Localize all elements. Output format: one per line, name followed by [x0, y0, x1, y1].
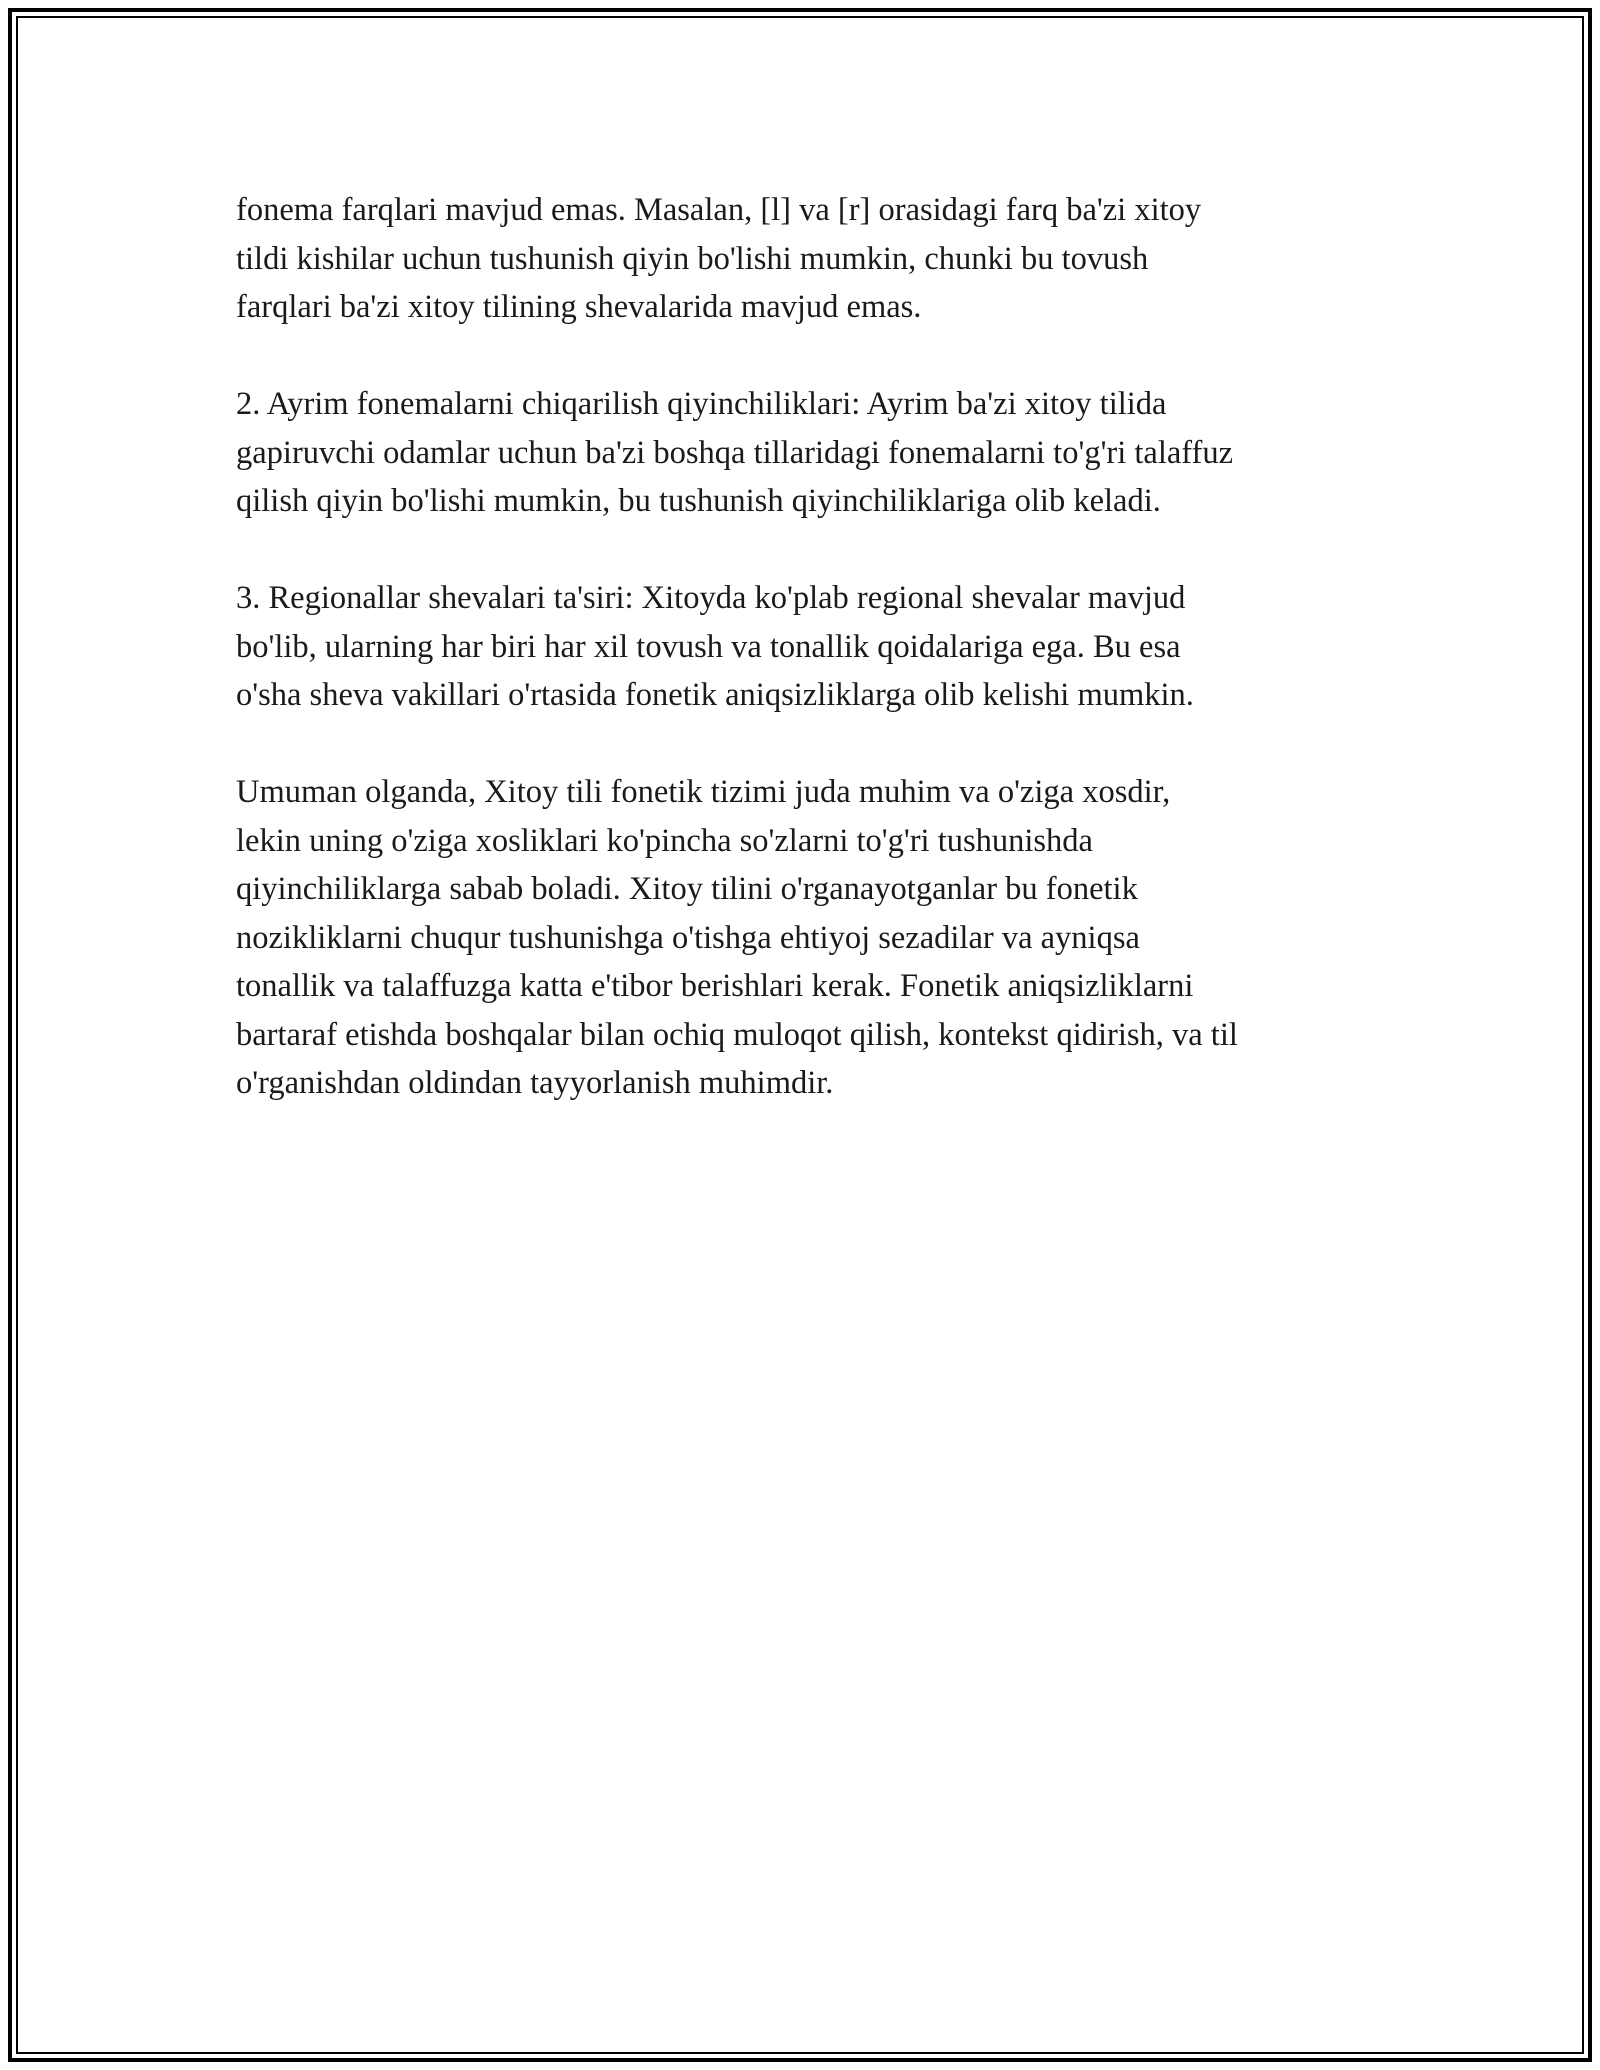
text-line: o'sha sheva vakillari o'rtasida fonetik aniqsizliklarga olib kelishi mumkin. — [236, 677, 1194, 713]
text-line: qiyinchiliklarga sabab boladi. Xitoy tilini o'rganayotganlar bu fonetik — [236, 871, 1138, 907]
text-line: Umuman olganda, Xitoy tili fonetik tizimi juda muhim va o'ziga xosdir, — [236, 774, 1171, 810]
text-line: gapiruvchi odamlar uchun ba'zi boshqa tillaridagi fonemalarni to'g'ri talaffuz — [236, 434, 1234, 471]
text-line: lekin uning o'ziga xosliklari ko'pincha so'zlarni to'g'ri tushunishda — [236, 822, 1093, 859]
document-body — [236, 186, 1376, 1156]
paragraph-conclusion — [236, 768, 1376, 1108]
text-line: tildi kishilar uchun tushunish qiyin bo'lishi mumkin, chunki bu tovush — [236, 240, 1149, 277]
text-line: bo'lib, ularning har biri har xil tovush va tonallik qoidalariga ega. Bu esa — [236, 628, 1181, 665]
text-line: tonallik va talaffuzga katta e'tibor berishlari kerak. Fonetik aniqsizliklarni — [236, 968, 1194, 1004]
text-line: 3. Regionallar shevalari ta'siri: Xitoyda ko'plab regional shevalar mavjud — [236, 580, 1186, 616]
text-line: farqlari ba'zi xitoy tilining shevalarida mavjud emas. — [236, 289, 922, 325]
paragraph-phoneme-differences — [236, 186, 1376, 332]
text-line: fonema farqlari mavjud emas. Masalan, [l] va [r] orasidagi farq ba'zi xitoy — [236, 192, 1202, 228]
text-line: nozikliklarni chuqur tushunishga o'tishga ehtiyoj sezadilar va ayniqsa — [236, 919, 1140, 956]
paragraph-pronunciation-difficulties — [236, 380, 1376, 526]
text-line: qilish qiyin bo'lishi mumkin, bu tushunish qiyinchiliklariga olib keladi. — [236, 483, 1161, 519]
text-line: bartaraf etishda boshqalar bilan ochiq muloqot qilish, kontekst qidirish, va til — [236, 1016, 1238, 1053]
text-line: o'rganishdan oldindan tayyorlanish muhimdir. — [236, 1065, 834, 1101]
text-line: 2. Ayrim fonemalarni chiqarilish qiyinchiliklari: Ayrim ba'zi xitoy tilida — [236, 386, 1167, 422]
paragraph-regional-dialects — [236, 574, 1376, 720]
